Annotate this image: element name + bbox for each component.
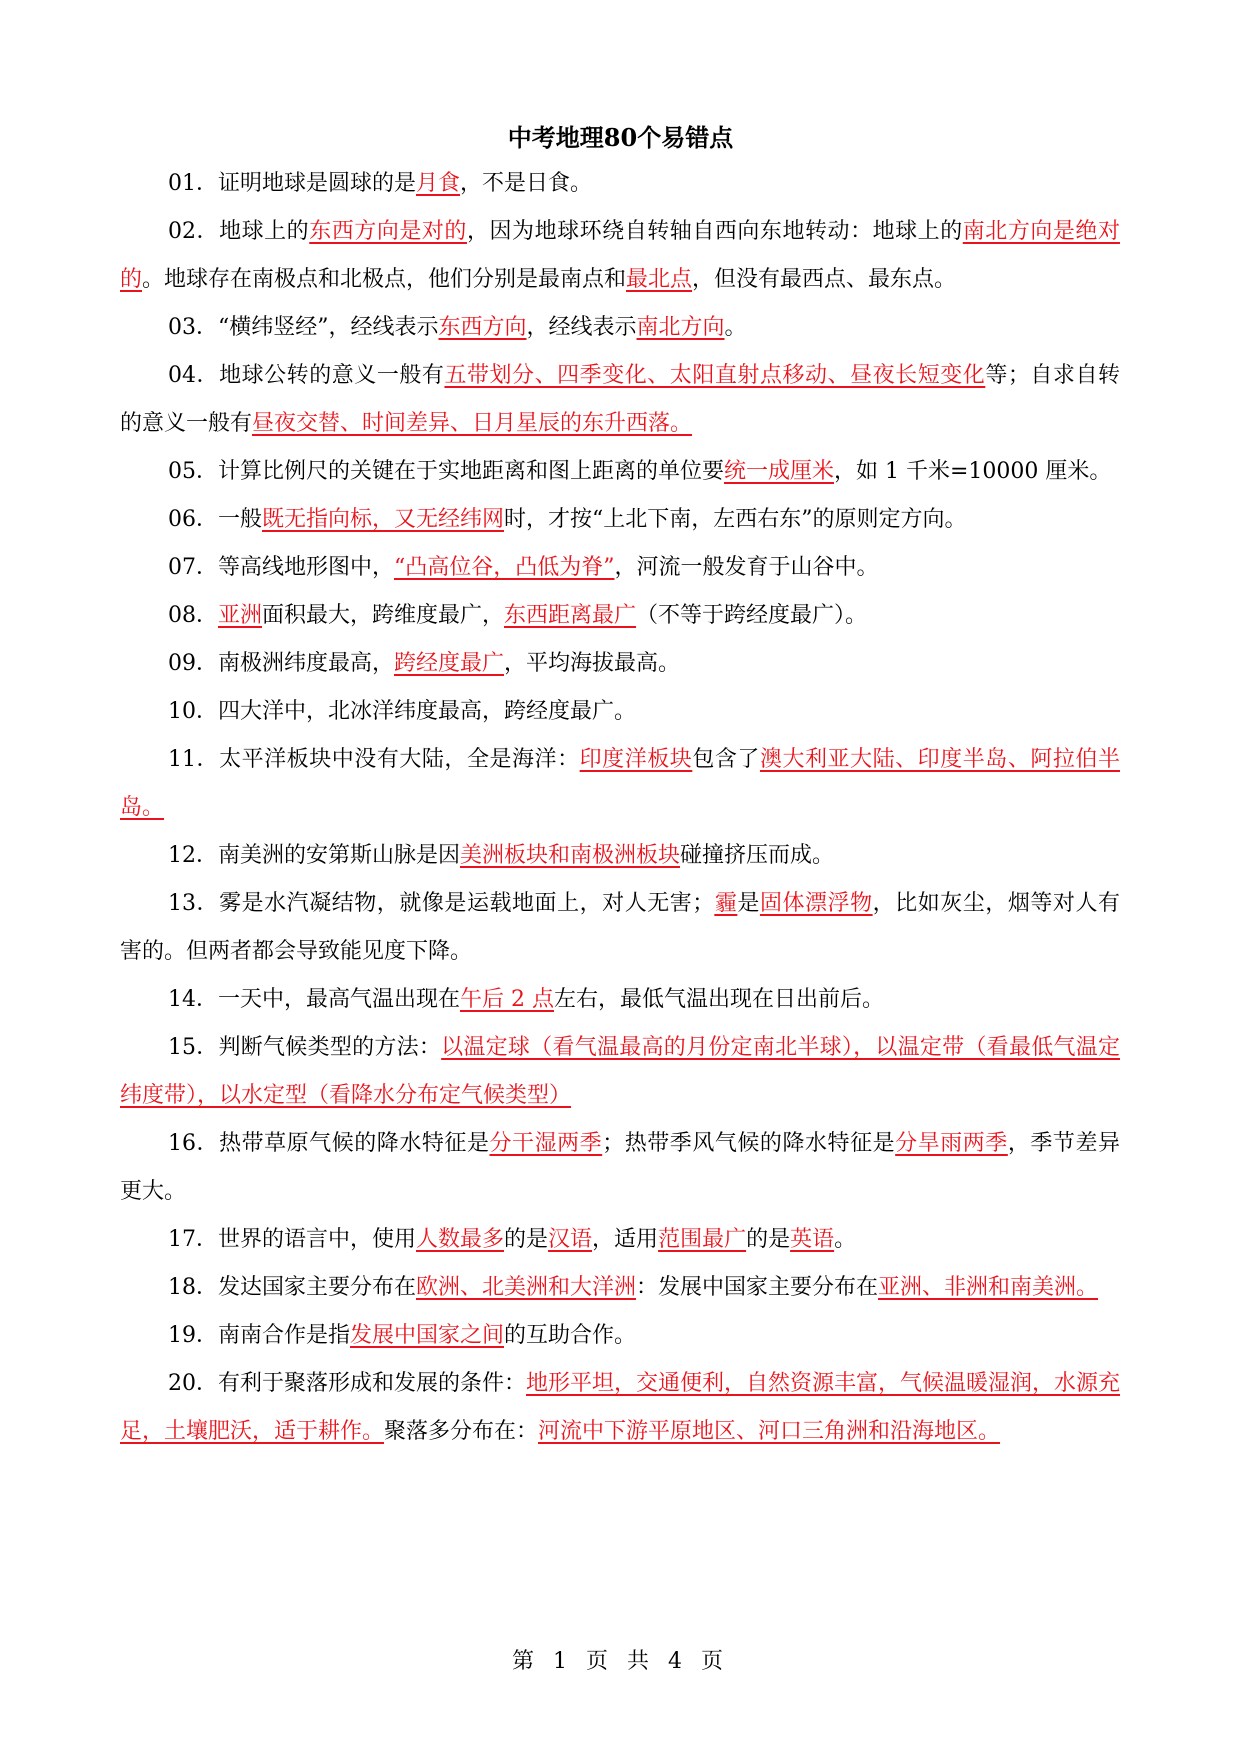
item-text: 12．南美洲的安第斯山脉是因	[168, 843, 460, 868]
highlighted-answer: 以温定球（看气温最高的月份定南北半球），以温定带（看最低气温定纬度带），以水定型（看降水分布定气候类型）	[120, 1035, 1120, 1108]
item-text: 13．雾是水汽凝结物，就像是运载地面上，对人无害；	[168, 891, 715, 916]
highlighted-answer: 汉语	[548, 1227, 593, 1252]
highlighted-answer: 东西距离最广	[504, 603, 637, 628]
list-item	[120, 1216, 1120, 1264]
highlighted-answer: 澳大利亚大陆、印度半岛、阿拉伯半岛。	[120, 747, 1120, 820]
highlighted-answer: 既无指向标，又无经纬网	[262, 507, 505, 532]
item-text: 。	[724, 315, 747, 340]
list-item	[120, 592, 1120, 640]
highlighted-answer: 南北方向	[636, 315, 725, 340]
item-text: 09．南极洲纬度最高，	[168, 651, 394, 676]
item-text: ，但没有最西点、最东点。	[692, 267, 957, 292]
list-item	[120, 448, 1120, 496]
item-text: 08．	[168, 603, 218, 628]
highlighted-answer: 亚洲	[218, 603, 263, 628]
item-text: 左右，最低气温出现在日出前后。	[553, 987, 884, 1012]
highlighted-answer: 亚洲、非洲和南美洲。	[878, 1275, 1099, 1300]
page-title: 中考地理80个易错点	[507, 123, 734, 152]
item-text: 15．判断气候类型的方法：	[168, 1035, 442, 1060]
highlighted-answer: 欧洲、北美洲和大洋洲	[416, 1275, 637, 1300]
list-item	[120, 496, 1120, 544]
list-item	[120, 208, 1120, 304]
highlighted-answer: 跨经度最广	[394, 651, 505, 676]
highlighted-answer: 统一成厘米	[724, 459, 835, 484]
item-text: ：发展中国家主要分布在	[636, 1275, 879, 1300]
item-text: 的是	[504, 1227, 549, 1252]
item-text: 时，才按“上北下南，左西右东”的原则定方向。	[504, 507, 967, 532]
highlighted-answer: 东西方向	[438, 315, 527, 340]
item-text: 03．“横纬竖经”，经线表示	[168, 315, 439, 340]
item-text: ，适用	[592, 1227, 659, 1252]
item-text: ，平均海拔最高。	[504, 651, 681, 676]
highlighted-answer: 英语	[790, 1227, 835, 1252]
item-text: 17．世界的语言中，使用	[168, 1227, 416, 1252]
item-text: ，经线表示	[526, 315, 637, 340]
item-text: 包含了	[692, 747, 760, 772]
list-item	[120, 688, 1120, 736]
item-text: 07．等高线地形图中，	[168, 555, 394, 580]
highlighted-answer: 分干湿两季	[489, 1131, 603, 1156]
item-text: （不等于跨经度最广）。	[636, 603, 868, 628]
list-item	[120, 1024, 1120, 1120]
item-text: 01．证明地球是圆球的是	[168, 171, 416, 196]
page-footer: 第 1 页 共 4 页	[512, 1649, 729, 1674]
item-text: 聚落多分布在：	[384, 1419, 539, 1444]
item-list	[120, 160, 1120, 1456]
highlighted-answer: 地形平坦，交通便利，自然资源丰富，气候温暖湿润，水源充足，土壤肥沃，适于耕作。	[120, 1371, 1121, 1444]
item-text: 碰撞挤压而成。	[680, 843, 835, 868]
item-text: 10．四大洋中，北冰洋纬度最高，跨经度最广。	[168, 699, 636, 724]
item-text: 的互助合作。	[504, 1323, 637, 1348]
highlighted-answer: 发展中国家之间	[350, 1323, 505, 1348]
item-text: ，季节差异更大。	[120, 1131, 1120, 1204]
item-text: 是	[737, 891, 760, 916]
highlighted-answer: 最北点	[626, 267, 693, 292]
item-text: ，如 1 千米=10000 厘米。	[834, 459, 1112, 484]
highlighted-answer: “凸高位谷，凸低为脊”	[394, 555, 615, 580]
item-text: 18．发达国家主要分布在	[168, 1275, 416, 1300]
highlighted-answer: 固体漂浮物	[759, 891, 873, 916]
list-item	[120, 544, 1120, 592]
item-text: 面积最大，跨维度最广，	[262, 603, 505, 628]
item-text: 19．南南合作是指	[168, 1323, 350, 1348]
highlighted-answer: 范围最广	[658, 1227, 747, 1252]
highlighted-answer: 分旱雨两季	[895, 1131, 1008, 1156]
item-text: ，不是日食。	[460, 171, 593, 196]
highlighted-answer: 河流中下游平原地区、河口三角洲和沿海地区。	[538, 1419, 1001, 1444]
highlighted-answer: 五带划分、四季变化、太阳直射点移动、昼夜长短变化	[444, 363, 986, 388]
item-text: 14．一天中，最高气温出现在	[168, 987, 460, 1012]
highlighted-answer: 南北方向是绝对的	[120, 219, 1120, 292]
highlighted-answer: 印度洋板块	[579, 747, 693, 772]
item-text: 11．太平洋板块中没有大陆，全是海洋：	[168, 747, 580, 772]
list-item	[120, 160, 1120, 208]
item-text: 04．地球公转的意义一般有	[168, 363, 445, 388]
item-text: 。	[834, 1227, 857, 1252]
item-text: 20．有利于聚落形成和发展的条件：	[168, 1371, 526, 1396]
list-item	[120, 1264, 1120, 1312]
highlighted-answer: 东西方向是对的	[309, 219, 467, 244]
item-text: 等；自求自转的意义一般有	[120, 363, 1120, 436]
list-item	[120, 352, 1120, 448]
item-text: 02．地球上的	[168, 219, 310, 244]
list-item	[120, 304, 1120, 352]
highlighted-answer: 午后 2 点	[460, 987, 554, 1012]
item-text: 16．热带草原气候的降水特征是	[168, 1131, 490, 1156]
item-text: ，河流一般发育于山谷中。	[614, 555, 879, 580]
item-text: 05．计算比例尺的关键在于实地距离和图上距离的单位要	[168, 459, 724, 484]
list-item	[120, 976, 1120, 1024]
list-item	[120, 640, 1120, 688]
item-text: 的是	[746, 1227, 791, 1252]
highlighted-answer: 美洲板块和南极洲板块	[460, 843, 681, 868]
item-text: ，因为地球环绕自转轴自西向东地转动：地球上的	[466, 219, 963, 244]
item-text: 06．一般	[168, 507, 262, 532]
highlighted-answer: 人数最多	[416, 1227, 505, 1252]
list-item	[120, 736, 1120, 832]
list-item	[120, 880, 1120, 976]
highlighted-answer: 月食	[416, 171, 461, 196]
list-item	[120, 1360, 1120, 1456]
list-item	[120, 1120, 1120, 1216]
highlighted-answer: 霾	[714, 891, 738, 916]
item-text: ；热带季风气候的降水特征是	[602, 1131, 896, 1156]
highlighted-answer: 昼夜交替、时间差异、日月星辰的东升西落。	[252, 411, 693, 436]
list-item	[120, 832, 1120, 880]
item-text: 。地球存在南极点和北极点，他们分别是最南点和	[142, 267, 627, 292]
list-item	[120, 1312, 1120, 1360]
item-text: ，比如灰尘，烟等对人有害的。但两者都会导致能见度下降。	[120, 891, 1120, 964]
